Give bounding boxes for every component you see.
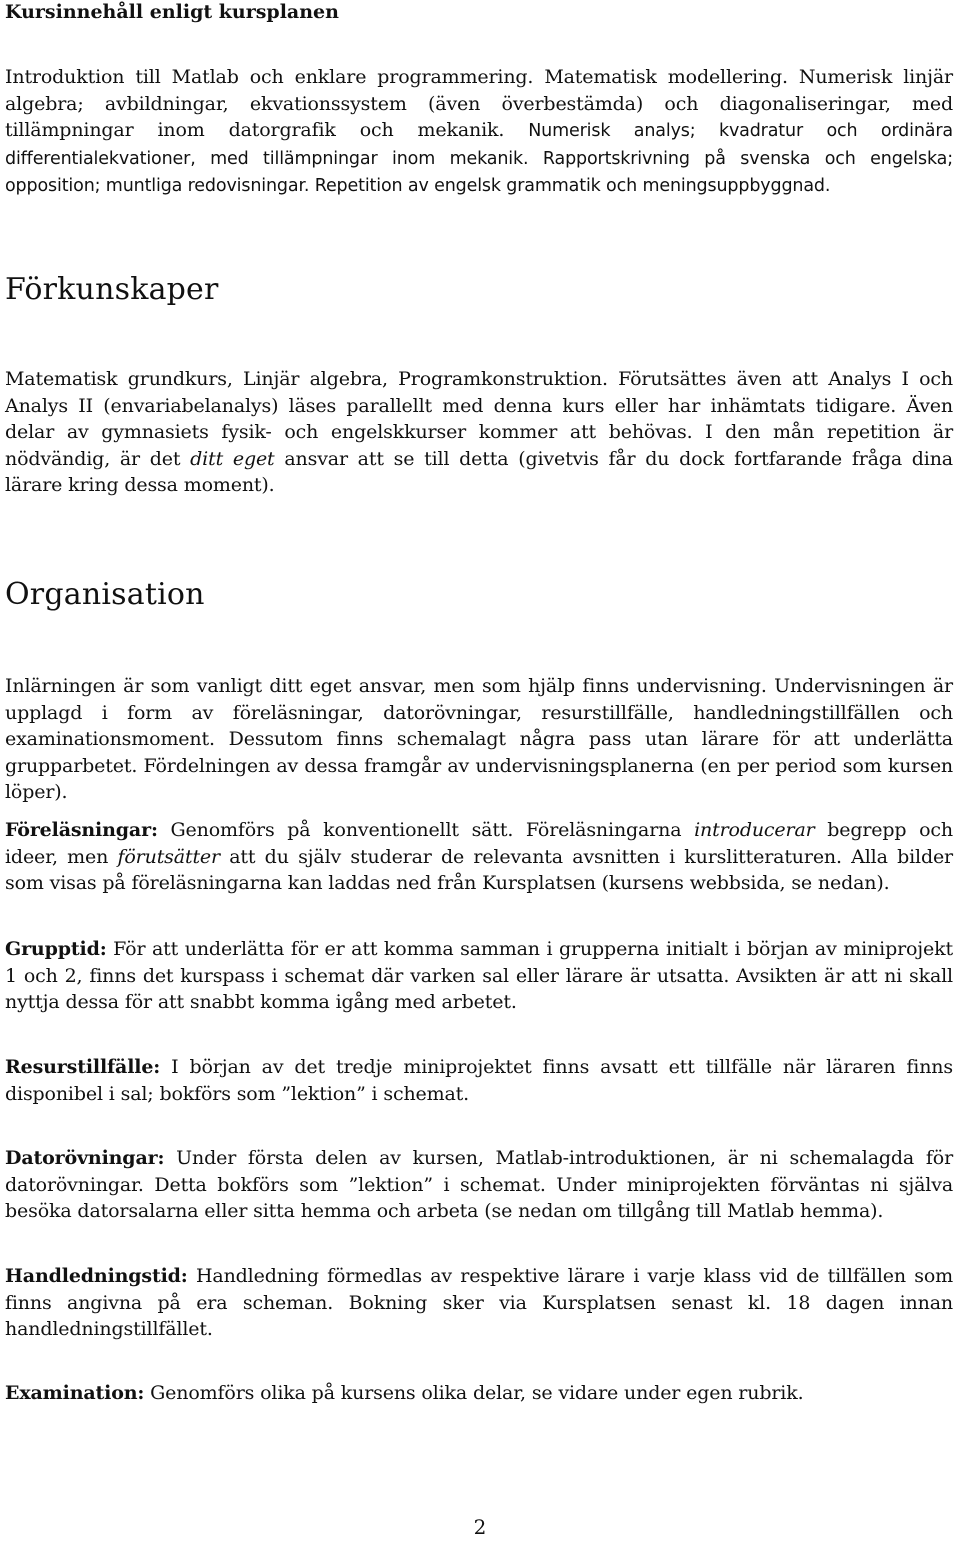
paragraph-datorovningar	[5, 1145, 953, 1225]
resurstillfalle-text: I början av det tredje miniprojektet finns avsatt ett tillfälle när läraren finns disponibel i sal; bokförs som ”lektion” i schemat.	[5, 1056, 953, 1105]
forkunskaper-text-start: Matematisk grundkurs, Linjär algebra, Programkonstruktion. Förutsättes även att Analys I och Analys II (envariabelanalys) läses parallellt med denna kurs eller har inhämtats tidigare. Även delar av gymnasiets fysik- och engelskkurser kommer att behövas. I den mån repetition är nödvändig, är det	[5, 368, 953, 470]
examination-text: Genomförs olika på kursens olika delar, se vidare under egen rubrik.	[144, 1382, 804, 1404]
paragraph-examination	[5, 1380, 953, 1407]
heading-kursinnehall: Kursinnehåll enligt kursplanen	[5, 1, 339, 23]
forelasningar-text-1: Genomförs på konventionellt sätt. Föreläsningarna	[157, 819, 695, 841]
forkunskaper-emphasis: ditt eget	[190, 447, 275, 470]
kursinnehall-text-b: Numerisk analys; kvadratur och ordinära differentialekvationer, med tillämpningar inom mekanik. Rapportskrivning på svenska och engelska; opposition; muntliga redovisningar. Repetition av engelsk grammatik och meningsuppbyggnad.	[5, 121, 953, 196]
kursinnehall-text-a: Introduktion till Matlab och enklare programmering. Matematisk modellering. Numerisk linjär algebra; avbildningar, ekvationssystem (även överbestämda) och diagonaliseringar, med tillämpningar inom datorgrafik och mekanik.	[5, 66, 953, 141]
label-resurstillfalle: Resurstillfälle:	[5, 1056, 161, 1078]
paragraph-forelasningar	[5, 817, 953, 897]
paragraph-forkunskaper	[5, 366, 953, 499]
heading-forkunskaper: Förkunskaper	[5, 272, 219, 307]
paragraph-kursinnehall	[5, 64, 953, 200]
forelasningar-emphasis-1: introducerar	[694, 819, 815, 841]
label-grupptid: Grupptid:	[5, 938, 107, 960]
label-datorovningar: Datorövningar:	[5, 1147, 165, 1169]
forelasningar-text-3: att du själv studerar de relevanta avsnitten i kurslitteraturen. Alla bilder som visas på föreläsningarna kan laddas ned från Kursplatsen (kursens webbsida, se nedan).	[5, 845, 953, 894]
datorovningar-text: Under första delen av kursen, Matlab-introduktionen, är ni schemalagda för datorövningar. Detta bokförs som ”lektion” i schemat. Under miniprojekten förväntas ni själva besöka datorsalarna eller sitta hemma och arbeta (se nedan om tillgång till Matlab hemma).	[5, 1147, 953, 1222]
paragraph-handledningstid	[5, 1263, 953, 1343]
forkunskaper-text-end: ansvar att se till detta (givetvis får du dock fortfarande fråga dina lärare kring dessa moment).	[5, 447, 953, 496]
grupptid-text: För att underlätta för er att komma samman i grupperna initialt i början av miniprojekt 1 och 2, finns det kurspass i schemat där varken sal eller lärare är utsatta. Avsikten är att ni skall nyttja dessa för att snabbt komma igång med arbetet.	[5, 938, 953, 1013]
heading-organisation: Organisation	[5, 577, 205, 612]
forelasningar-emphasis-2: förutsätter	[117, 845, 220, 868]
handledningstid-text: Handledning förmedlas av respektive lärare i varje klass vid de tillfällen som finns angivna på era scheman. Bokning sker via Kursplatsen senast kl. 18 dagen innan handledningstillfället.	[5, 1265, 953, 1340]
forelasningar-text-2: begrepp och ideer, men	[5, 819, 953, 868]
paragraph-resurstillfalle	[5, 1054, 953, 1107]
label-forelasningar: Föreläsningar:	[5, 819, 158, 841]
label-examination: Examination:	[5, 1382, 145, 1404]
page-number: 2	[473, 1515, 487, 1539]
paragraph-grupptid	[5, 936, 953, 1016]
paragraph-organisation-intro: Inlärningen är som vanligt ditt eget ansvar, men som hjälp finns undervisning. Undervisningen är upplagd i form av föreläsningar, datorövningar, resurstillfälle, handledningstillfällen och examinationsmoment. Dessutom finns schemalagt några pass utan lärare för att underlätta grupparbetet. Fördelningen av dessa framgår av undervisningsplanerna (en per period som kursen löper).	[5, 675, 953, 803]
label-handledningstid: Handledningstid:	[5, 1265, 188, 1287]
